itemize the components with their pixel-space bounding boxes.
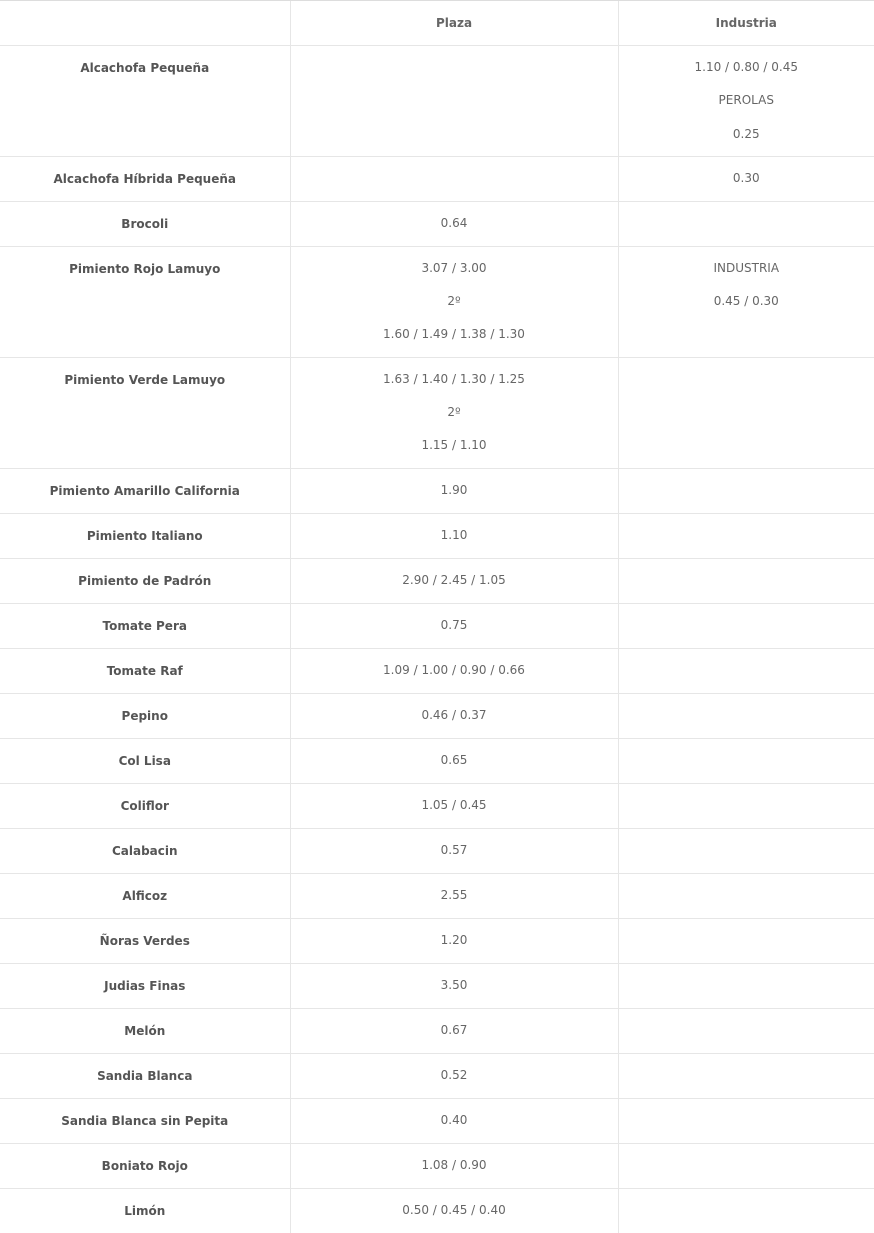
- plaza-price-cell: [290, 783, 618, 828]
- industria-price-cell: [618, 468, 874, 513]
- product-cell: [0, 468, 290, 513]
- industria-price-value: PEROLAS: [619, 84, 874, 117]
- plaza-price-cell: [290, 558, 618, 603]
- plaza-price-value: 0.57: [291, 834, 618, 867]
- plaza-price-cell: [290, 1143, 618, 1188]
- industria-price-cell: [618, 918, 874, 963]
- table-row: [0, 1188, 874, 1233]
- plaza-price-value: 3.07 / 3.00: [291, 252, 618, 285]
- price-table-body: [0, 46, 874, 1233]
- product-cell: [0, 1008, 290, 1053]
- industria-price-cell: [618, 201, 874, 246]
- table-row: [0, 648, 874, 693]
- plaza-price-cell: [290, 357, 618, 468]
- industria-price-cell: [618, 963, 874, 1008]
- table-row: [0, 357, 874, 468]
- table-row: [0, 246, 874, 357]
- plaza-price-cell: [290, 156, 618, 201]
- table-row: [0, 918, 874, 963]
- plaza-price-value: 2º: [291, 285, 618, 318]
- plaza-price-value: 1.10: [291, 519, 618, 552]
- product-cell: [0, 246, 290, 357]
- plaza-price-value: 2.90 / 2.45 / 1.05: [291, 564, 618, 597]
- product-cell: [0, 603, 290, 648]
- plaza-price-cell: [290, 468, 618, 513]
- plaza-price-value: 0.67: [291, 1014, 618, 1047]
- product-name: Pimiento Italiano: [0, 519, 290, 553]
- product-cell: [0, 783, 290, 828]
- plaza-price-cell: [290, 918, 618, 963]
- product-cell: [0, 513, 290, 558]
- industria-price-value: 1.10 / 0.80 / 0.45: [619, 51, 874, 84]
- industria-price-cell: [618, 46, 874, 157]
- industria-price-value: INDUSTRIA: [619, 252, 874, 285]
- plaza-price-value: 1.20: [291, 924, 618, 957]
- product-name: Limón: [0, 1194, 290, 1228]
- plaza-price-value: 2º: [291, 396, 618, 429]
- plaza-price-cell: [290, 1098, 618, 1143]
- industria-price-cell: [618, 1008, 874, 1053]
- product-cell: [0, 918, 290, 963]
- product-cell: [0, 1188, 290, 1233]
- product-name: Brocoli: [0, 207, 290, 241]
- plaza-price-value: 0.65: [291, 744, 618, 777]
- product-cell: [0, 1098, 290, 1143]
- industria-price-cell: [618, 156, 874, 201]
- product-name: Col Lisa: [0, 744, 290, 778]
- product-name: Alcachofa Pequeña: [0, 51, 290, 85]
- product-name: Alficoz: [0, 879, 290, 913]
- industria-price-cell: [618, 1053, 874, 1098]
- plaza-price-cell: [290, 963, 618, 1008]
- product-name: Sandia Blanca: [0, 1059, 290, 1093]
- industria-price-cell: [618, 873, 874, 918]
- product-cell: [0, 1143, 290, 1188]
- industria-price-cell: [618, 738, 874, 783]
- table-row: [0, 963, 874, 1008]
- product-cell: [0, 357, 290, 468]
- plaza-price-value: 0.50 / 0.45 / 0.40: [291, 1194, 618, 1227]
- plaza-price-value: 0.64: [291, 207, 618, 240]
- product-cell: [0, 558, 290, 603]
- industria-price-cell: [618, 648, 874, 693]
- plaza-price-value: 0.52: [291, 1059, 618, 1092]
- plaza-price-value: 3.50: [291, 969, 618, 1002]
- table-row: [0, 1008, 874, 1053]
- industria-price-cell: [618, 693, 874, 738]
- plaza-price-cell: [290, 693, 618, 738]
- plaza-price-cell: [290, 738, 618, 783]
- product-name: Pepino: [0, 699, 290, 733]
- product-cell: [0, 693, 290, 738]
- table-row: [0, 1143, 874, 1188]
- plaza-price-value: 1.60 / 1.49 / 1.38 / 1.30: [291, 318, 618, 351]
- plaza-price-value: 1.08 / 0.90: [291, 1149, 618, 1182]
- header-plaza: Plaza: [290, 1, 618, 46]
- table-row: [0, 693, 874, 738]
- product-name: Sandia Blanca sin Pepita: [0, 1104, 290, 1138]
- product-name: Pimiento de Padrón: [0, 564, 290, 598]
- product-cell: [0, 46, 290, 157]
- product-name: Boniato Rojo: [0, 1149, 290, 1183]
- product-cell: [0, 828, 290, 873]
- product-cell: [0, 201, 290, 246]
- plaza-price-cell: [290, 828, 618, 873]
- table-row: [0, 46, 874, 157]
- price-table-header: [0, 1, 874, 46]
- industria-price-value: 0.25: [619, 118, 874, 151]
- industria-price-cell: [618, 828, 874, 873]
- product-name: Judias Finas: [0, 969, 290, 1003]
- industria-price-value: 0.30: [619, 162, 874, 195]
- industria-price-cell: [618, 783, 874, 828]
- plaza-price-value: 1.09 / 1.00 / 0.90 / 0.66: [291, 654, 618, 687]
- table-row: [0, 603, 874, 648]
- product-name: Ñoras Verdes: [0, 924, 290, 958]
- industria-price-cell: [618, 1098, 874, 1143]
- product-name: Pimiento Verde Lamuyo: [0, 363, 290, 397]
- plaza-price-value: 1.90: [291, 474, 618, 507]
- plaza-price-cell: [290, 1188, 618, 1233]
- plaza-price-cell: [290, 1053, 618, 1098]
- industria-price-cell: [618, 246, 874, 357]
- plaza-price-value: 0.75: [291, 609, 618, 642]
- table-row: [0, 156, 874, 201]
- plaza-price-value: 1.05 / 0.45: [291, 789, 618, 822]
- product-cell: [0, 648, 290, 693]
- plaza-price-cell: [290, 246, 618, 357]
- plaza-price-value: 2.55: [291, 879, 618, 912]
- industria-price-cell: [618, 1188, 874, 1233]
- plaza-price-cell: [290, 648, 618, 693]
- table-row: [0, 558, 874, 603]
- table-row: [0, 828, 874, 873]
- plaza-price-value: 0.46 / 0.37: [291, 699, 618, 732]
- table-row: [0, 783, 874, 828]
- product-name: Coliflor: [0, 789, 290, 823]
- plaza-price-value: 1.15 / 1.10: [291, 429, 618, 462]
- product-name: Pimiento Rojo Lamuyo: [0, 252, 290, 286]
- product-name: Calabacin: [0, 834, 290, 868]
- product-cell: [0, 156, 290, 201]
- product-name: Pimiento Amarillo California: [0, 474, 290, 508]
- plaza-price-cell: [290, 201, 618, 246]
- industria-price-cell: [618, 513, 874, 558]
- table-row: [0, 1098, 874, 1143]
- header-row: [0, 1, 874, 46]
- product-name: Melón: [0, 1014, 290, 1048]
- table-row: [0, 873, 874, 918]
- plaza-price-cell: [290, 513, 618, 558]
- plaza-price-value: 0.40: [291, 1104, 618, 1137]
- product-cell: [0, 873, 290, 918]
- product-cell: [0, 963, 290, 1008]
- table-row: [0, 513, 874, 558]
- industria-price-cell: [618, 558, 874, 603]
- product-name: Tomate Raf: [0, 654, 290, 688]
- industria-price-cell: [618, 603, 874, 648]
- industria-price-cell: [618, 357, 874, 468]
- product-name: Alcachofa Híbrida Pequeña: [0, 162, 290, 196]
- table-row: [0, 201, 874, 246]
- plaza-price-cell: [290, 46, 618, 157]
- table-row: [0, 738, 874, 783]
- plaza-price-value: 1.63 / 1.40 / 1.30 / 1.25: [291, 363, 618, 396]
- product-cell: [0, 738, 290, 783]
- header-product: [0, 1, 290, 46]
- industria-price-value: 0.45 / 0.30: [619, 285, 874, 318]
- industria-price-cell: [618, 1143, 874, 1188]
- product-cell: [0, 1053, 290, 1098]
- plaza-price-cell: [290, 1008, 618, 1053]
- header-industria: Industria: [618, 1, 874, 46]
- plaza-price-cell: [290, 603, 618, 648]
- table-row: [0, 1053, 874, 1098]
- table-row: [0, 468, 874, 513]
- product-name: Tomate Pera: [0, 609, 290, 643]
- plaza-price-cell: [290, 873, 618, 918]
